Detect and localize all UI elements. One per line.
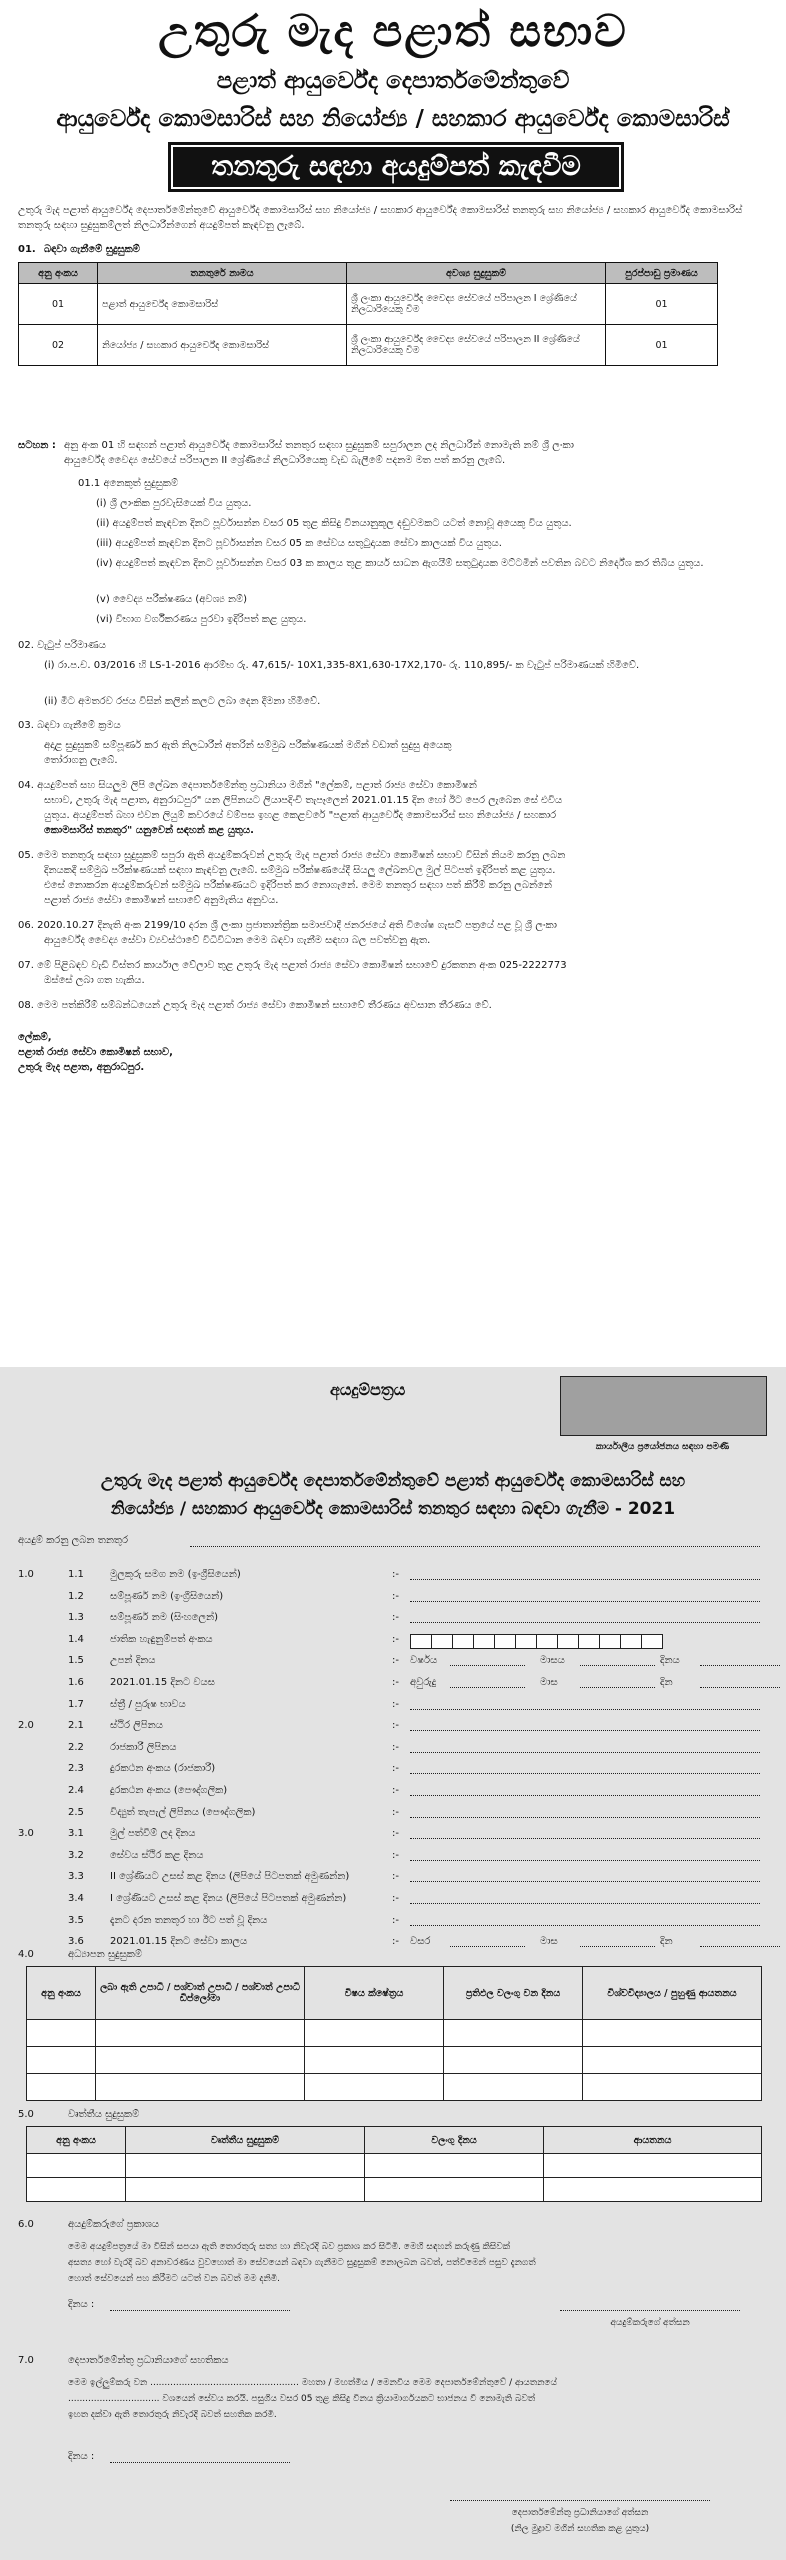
cert-label: දෙපාර්තමේන්තු ප්‍රධානියාගේ සහතිකය [68, 2355, 229, 2366]
nic-digit-box[interactable] [452, 1634, 474, 1649]
table-cell[interactable] [305, 2020, 444, 2047]
decl-sec: 6.0 [18, 2219, 34, 2230]
form-heading-1: උතුරු මැද පළාත් ආයුර්වේද දෙපාර්තමේන්තුවේ පළාත් ආයුර්වේද කොමසාරිස් සහ [100, 1471, 686, 1491]
cert-sign-label: දෙපාර්තමේන්තු ප්‍රධානියාගේ අත්සන [511, 2508, 649, 2518]
field-colon: :- [392, 1612, 399, 1623]
table-cell[interactable] [305, 2074, 444, 2101]
table-row[interactable] [27, 2074, 762, 2101]
field-input[interactable] [410, 1838, 760, 1839]
date-part-field[interactable] [450, 1687, 525, 1688]
intro-line-2: තනතුරු සඳහා සුදුසුකම්ලත් නිලධාරීන්ගෙන් අයදුම්පත් කැඳවනු ලැබේ. [18, 220, 305, 231]
table-cell[interactable] [365, 2178, 544, 2202]
field-label: මුලකුරු සමග නම (ඉංග්‍රීසියෙන්) [110, 1569, 241, 1580]
table-cell: නියෝජ්‍ය / සහකාර ආයුර්වේද කොමසාරිස් [98, 325, 347, 366]
field-colon: :- [392, 1720, 399, 1731]
table-row[interactable] [27, 2020, 762, 2047]
department-title: පළාත් ආයුර්වේද දෙපාර්තමේන්තුවේ [216, 68, 570, 94]
edu-label: අධ්‍යාපන සුදුසුකම් [68, 1949, 143, 1960]
note-label: සටහන : [18, 440, 56, 451]
table-row[interactable] [27, 2178, 762, 2202]
field-label: සම්පූර්ණ නම (ඉංග්‍රීසියෙන්) [110, 1591, 224, 1602]
salary-line-1: (i) රා.ප.ච. 03/2016 හි LS-1-2016 ආරම්භ රු. 47,615/- 10X1,335-8X1,630-17X2,170- රු. 110,895/- ක වැටුප් පරිමාණයක් හිමිවේ. [44, 660, 640, 671]
sec05-line-1: 05. මෙම තනතුරු සඳහා සුදුසුකම් සපුරා ඇති අයදුම්කරුවන් උතුරු මැද පළාත් රාජ්‍ය සේවා කොමිෂන් සභාව විසින් නියම කරනු ලබන [18, 850, 566, 861]
nic-digit-box[interactable] [431, 1634, 453, 1649]
decl-sign-label: අයදුම්කරුගේ අත්සන [610, 2318, 690, 2328]
salary-line-2: (ii) මීට අමතරව රජය විසින් කලින් කලට ලබා දෙන දීමනා හිමිවේ. [44, 696, 321, 707]
field-colon: :- [392, 1807, 399, 1818]
signature-line-3: උතුරු මැද පළාත, අනුරාධපුර. [18, 1062, 145, 1073]
intro-line-1: උතුරු මැද පළාත් ආයුර්වේද දෙපාර්තමේන්තුවේ ආයුර්වේද කොමසාරිස් සහ නියෝජ්‍ය / සහකාර ආයුර්වේද කොමසාරිස් තනතුරු සහ නියෝජ්‍ය / සහකාර ආයුර්වේද කොමසාරිස් [18, 205, 743, 216]
method-line-1: අදාළ සුදුසුකම් සම්පූර්ණ කර ඇති නිලධාරීන් අතරින් සම්මුඛ පරීක්ෂණයක් මගින් වඩාත් සුදුසු අයෙකු [44, 740, 452, 751]
field-input[interactable] [410, 1817, 760, 1818]
field-colon: :- [392, 1915, 399, 1926]
qual-item: (i) ශ්‍රී ලාංකික පුරවැසියෙක් විය යුතුය. [96, 498, 252, 509]
nic-digit-box[interactable] [515, 1634, 537, 1649]
field-colon: :- [392, 1893, 399, 1904]
sec04-line-4: කොමසාරිස් තනතුර" යනුවෙන් සඳහන් කළ යුතුය. [44, 825, 254, 836]
table-cell[interactable] [27, 2178, 126, 2202]
qual-item: (vi) විභාග වර්ගීකරණය පුරවා ඉදිරිපත් කළ යුතුය. [96, 614, 307, 625]
nic-digit-box[interactable] [557, 1634, 579, 1649]
office-use-box [560, 1376, 767, 1436]
date-part-label: දින [660, 1677, 673, 1688]
field-input[interactable] [410, 1903, 760, 1904]
date-part-label: වර්ෂය [410, 1655, 438, 1666]
field-number: 1.7 [68, 1699, 84, 1710]
field-number: 1.1 [68, 1569, 84, 1580]
nic-digit-box[interactable] [641, 1634, 663, 1649]
date-part-field[interactable] [700, 1946, 780, 1947]
vacancy-header-qual: අවශ්‍ය සුදුසුකම් [347, 263, 606, 284]
exp-header: වෘත්තීය සුදුසුකම් [126, 2127, 365, 2154]
field-number: 1.3 [68, 1612, 84, 1623]
table-cell: 01 [606, 325, 718, 366]
method-line-2: තෝරාගනු ලැබේ. [44, 755, 118, 766]
cert-seal-note: (නිල මුද්‍රාව මගින් සහතික කළ යුතුය) [510, 2524, 650, 2534]
field-input[interactable] [410, 1752, 760, 1753]
field-colon: :- [392, 1742, 399, 1753]
nic-digit-box[interactable] [410, 1634, 432, 1649]
edu-header: ප්‍රතිඵල වලංගු වන දිනය [444, 1967, 583, 2020]
table-row [19, 284, 718, 325]
table-cell[interactable] [444, 2020, 583, 2047]
field-number: 3.5 [68, 1915, 84, 1926]
date-part-field[interactable] [580, 1946, 655, 1947]
table-cell[interactable] [544, 2178, 762, 2202]
field-label: 2021.01.15 දිනට වයස [110, 1677, 215, 1688]
field-section-number: 3.0 [18, 1828, 34, 1839]
banner-text: තනතුරු සඳහා අයදුම්පත් කැඳවීම [211, 151, 581, 182]
exp-header: අනු අංකය [27, 2127, 126, 2154]
exp-label: වෘත්තීය සුදුසුකම් [68, 2109, 140, 2120]
office-use-label: කාර්යාලීය ප්‍රයෝජනය සඳහා පමණි [595, 1442, 730, 1452]
decl-label: අයදුම්කරුගේ ප්‍රකාශය [68, 2219, 160, 2230]
field-label: ජාතික හැඳුනුම්පත් අංකය [110, 1634, 213, 1645]
form-title: අයදුම්පත්‍රය [330, 1380, 406, 1399]
nic-digit-box[interactable] [599, 1634, 621, 1649]
decl-line-2: අසත්‍ය හෝ වැරදි බව අනාවරණය වුවහොත් මා සේවයෙන් බඳවා ගැනීමට සුදුසුකම් නොලබන බවත්, පත්වීමෙන් පසුව දැනගත් [68, 2258, 536, 2268]
qual-item: (ii) අයදුම්පත් කැඳවන දිනට පූර්වාසන්න වසර 05 තුළ කිසිදු විනයානුකූල දඬුවමකට යටත් නොවූ අයෙකු විය යුතුය. [96, 518, 572, 529]
field-colon: :- [392, 1763, 399, 1774]
field-colon: :- [392, 1828, 399, 1839]
council-title: උතුරු මැද පළාත් සභාව [158, 6, 628, 57]
date-part-field[interactable] [450, 1946, 525, 1947]
field-label: රාජකාරී ලිපිනය [110, 1742, 177, 1753]
nic-digit-box[interactable] [578, 1634, 600, 1649]
field-colon: :- [392, 1655, 399, 1666]
section-01-label: බඳවා ගැනීමේ සුදුසුකම් [44, 244, 140, 255]
exp-sec: 5.0 [18, 2109, 34, 2120]
table-row[interactable] [27, 2154, 762, 2178]
exp-header: ආයතනය [544, 2127, 762, 2154]
field-number: 1.2 [68, 1591, 84, 1602]
signature-line-1: ලේකම්, [18, 1032, 52, 1043]
field-input[interactable] [410, 1709, 760, 1710]
field-section-number: 2.0 [18, 1720, 34, 1731]
sec04-line-2: සභාව, උතුරු මැද පළාත, අනුරාධපුර" යන ලිපිනයට ලියාපදිංචි තැපෑලෙන් 2021.01.15 දින හෝ ඊට පෙර ලැබෙන සේ එවිය [44, 795, 563, 806]
applied-post-field[interactable] [190, 1546, 760, 1547]
field-colon: :- [392, 1634, 399, 1645]
field-number: 3.1 [68, 1828, 84, 1839]
form-heading-2: නියෝජ්‍ය / සහකාර ආයුර්වේද කොමසාරිස් තනතුර සඳහා බඳවා ගැනීම - 2021 [110, 1499, 676, 1519]
education-table [26, 1966, 762, 2101]
cert-sign-field[interactable] [450, 2500, 710, 2501]
date-part-field[interactable] [580, 1665, 655, 1666]
nic-digit-box[interactable] [536, 1634, 558, 1649]
date-part-field[interactable] [580, 1687, 655, 1688]
field-label: 2021.01.15 දිනට සේවා කාලය [110, 1936, 248, 1947]
field-number: 3.2 [68, 1850, 84, 1861]
sec05-line-2: දිනයකදී සම්මුඛ පරීක්ෂණයක් සඳහා කැඳවනු ලැබේ. සම්මුඛ පරීක්ෂණයේදී සියලු ලේඛනවල මුල් පිටපත් ඉදිරිපත් කළ යුතුය. [44, 865, 556, 876]
field-number: 2.4 [68, 1785, 84, 1796]
cert-line-2: ................................ වශයෙන් සේවය කරයි. පසුගිය වසර 05 තුළ කිසිදු විනය ක්‍රියාමාර්ගයකට භාජනය වී නොමැති බවත් [68, 2394, 536, 2404]
field-input[interactable] [410, 1579, 760, 1580]
date-part-label: මාස [540, 1677, 558, 1688]
field-number: 2.1 [68, 1720, 84, 1731]
date-part-label: දින [660, 1936, 673, 1947]
date-part-label: අවුරුදු [410, 1677, 437, 1688]
date-part-label: වසර [410, 1936, 431, 1947]
table-cell: ශ්‍රී ලංකා ආයුර්වේද වෛද්‍ය සේවයේ පරිපාලන I ශ්‍රේණියේ නිලධාරියෙකු වීම [347, 284, 606, 325]
table-cell[interactable] [96, 2047, 305, 2074]
qual-item: (iii) අයදුම්පත් කැඳවන දිනට පූර්වාසන්න වසර 05 ක සේවය සතුටුදායක සේවා කාලයක් විය යුතුය. [96, 538, 502, 549]
cert-date-label: දිනය : [68, 2451, 95, 2462]
section-03-head: 03. බඳවා ගැනීමේ ක්‍රමය [18, 720, 121, 731]
table-cell[interactable] [126, 2154, 365, 2178]
decl-line-3: හොත් සේවයෙන් පහ කිරීමට යටත් වන බවත් මම දනිමි. [68, 2274, 281, 2284]
quals-head: 01.1 අනෙකුත් සුදුසුකම් [78, 478, 179, 489]
field-colon: :- [392, 1677, 399, 1688]
sec06-line-2: ආයුර්වේද වෛද්‍ය සේවා ව්‍යවස්ථාවේ විධිවිධාන මෙම බඳවා ගැනීම සඳහා බල පවත්වනු ඇත. [44, 935, 431, 946]
nic-boxes[interactable] [410, 1634, 662, 1649]
signature-line-2: පළාත් රාජ්‍ය සේවා කොමිෂන් සභාව, [18, 1047, 173, 1058]
field-input[interactable] [410, 1601, 760, 1602]
field-label: සම්පූර්ණ නම (සිංහලෙන්) [110, 1612, 219, 1623]
field-number: 1.6 [68, 1677, 84, 1688]
field-input[interactable] [410, 1773, 760, 1774]
field-colon: :- [392, 1936, 399, 1947]
date-part-field[interactable] [700, 1665, 780, 1666]
field-colon: :- [392, 1850, 399, 1861]
qual-item: (iv) අයදුම්පත් කැඳවන දිනට පූර්වාසන්න වසර 03 ක කාලය තුළ කාර්ය සාධන ඇගයීම් සතුටුදායක මට්ටමින් පවතින බවට නිර්දේශ කර තිබිය යුතුය. [96, 558, 704, 569]
vacancy-header-no: අනු අංකය [19, 263, 98, 284]
sec05-line-3: එසේ නොකරන අයදුම්කරුවන් සම්මුඛ පරීක්ෂණයට ඉදිරිපත් කර නොගැනේ. මෙම තනතුර සඳහා පත් කිරීම් කරනු ලබන්නේ [44, 880, 553, 891]
section-02-head: 02. වැටුප් පරිමාණය [18, 640, 106, 651]
table-cell[interactable] [126, 2178, 365, 2202]
field-input[interactable] [410, 1730, 760, 1731]
table-cell[interactable] [96, 2074, 305, 2101]
field-label: දැනට දරන තනතුර හා ඊට පත් වූ දිනය [110, 1915, 268, 1926]
table-cell[interactable] [27, 2020, 96, 2047]
sec07-line-1: 07. මේ පිළිබඳව වැඩි විස්තර කාර්යාල වේලාව තුළ උතුරු මැද පළාත් රාජ්‍ය සේවා කොමිෂන් සභාවේ දුරකතන අංක 025-2222773 [18, 960, 567, 971]
field-label: විද්‍යුත් තැපැල් ලිපිනය (පෞද්ගලික) [110, 1807, 256, 1818]
note-line-1: අනු අංක 01 හි සඳහන් පළාත් ආයුර්වේද කොමසාරිස් තනතුර සඳහා සුදුසුකම් සපුරාලන ලද නිලධාරීන් නොමැති නම් ශ්‍රී ලංකා [64, 440, 574, 451]
table-cell[interactable] [583, 2074, 762, 2101]
sec04-line-3: යුතුය. අයදුම්පත් බහා එවන ලියුම් කවරයේ වම්පස ඉහළ කෙළවරේ "පළාත් ආයුර්වේද කොමසාරිස් සහ නියෝජ්‍ය / සහකාර [44, 810, 557, 821]
field-input[interactable] [410, 1881, 760, 1882]
cert-line-1: මෙම ඉල්ලුම්කරු වන .................................................... මහතා / මහත්මිය / මෙනවිය මෙම දෙපාර්තමේන්තුවේ / ආයතනයේ [68, 2378, 557, 2388]
field-number: 3.4 [68, 1893, 84, 1904]
sec08-line-1: 08. මෙම පත්කිරීම් සම්බන්ධයෙන් උතුරු මැද පළාත් රාජ්‍ය සේවා කොමිෂන් සභාවේ තීරණය අවසාන තීරණය වේ. [18, 1000, 492, 1011]
date-part-label: මාසය [540, 1655, 565, 1666]
table-cell[interactable] [544, 2154, 762, 2178]
cert-date-field[interactable] [110, 2462, 290, 2463]
field-input[interactable] [410, 1925, 760, 1926]
field-number: 1.5 [68, 1655, 84, 1666]
table-cell[interactable] [27, 2047, 96, 2074]
cert-line-3: ඉහත දක්වා ඇති තොරතුරු නිවැරදි බවත් සහතික කරමි. [68, 2410, 277, 2420]
field-number: 3.6 [68, 1936, 84, 1947]
decl-date-field[interactable] [110, 2310, 290, 2311]
field-label: දුරකථන අංකය (රාජකාරී) [110, 1763, 216, 1774]
table-cell[interactable] [365, 2154, 544, 2178]
qual-item: (v) වෛද්‍ය පරීක්ෂණය (අවශ්‍ය නම්) [96, 594, 248, 605]
field-number: 2.2 [68, 1742, 84, 1753]
field-colon: :- [392, 1871, 399, 1882]
edu-sec: 4.0 [18, 1949, 34, 1960]
field-number: 3.3 [68, 1871, 84, 1882]
call-banner [168, 142, 624, 192]
edu-header: විශ්වවිද්‍යාලය / පුහුණු ආයතනය [583, 1967, 762, 2020]
field-label: සේවය ස්ථිර කළ දිනය [110, 1850, 204, 1861]
table-cell: 01 [19, 284, 98, 325]
edu-header: විෂය ක්ෂේත්‍රය [305, 1967, 444, 2020]
applied-post-label: අයදුම් කරනු ලබන තනතුර [18, 1535, 129, 1546]
field-label: ස්ත්‍රී / පුරුෂ භාවය [110, 1699, 186, 1710]
posts-subtitle: ආයුර්වේද කොමසාරිස් සහ නියෝජ්‍ය / සහකාර ආයුර්වේද කොමසාරිස් [56, 106, 730, 132]
field-input[interactable] [410, 1795, 760, 1796]
decl-sign-field[interactable] [560, 2310, 740, 2311]
vacancy-header-post: තනතුරේ නාමය [98, 263, 347, 284]
table-cell: 02 [19, 325, 98, 366]
table-cell[interactable] [583, 2020, 762, 2047]
table-cell[interactable] [27, 2154, 126, 2178]
sec06-line-1: 06. 2020.10.27 දිනැති අංක 2199/10 දරන ශ්‍රී ලංකා ප්‍රජාතාන්ත්‍රික සමාජවාදී ජනරජයේ අති විශේෂ ගැසට් පත්‍රයේ පළ වූ ශ්‍රී ලංකා [18, 920, 557, 931]
table-cell[interactable] [96, 2020, 305, 2047]
exp-header: වලංගු දිනය [365, 2127, 544, 2154]
field-colon: :- [392, 1591, 399, 1602]
professional-table [26, 2126, 762, 2202]
table-row [19, 325, 718, 366]
field-label: ස්ථිර ලිපිනය [110, 1720, 163, 1731]
edu-header: ලබා ඇති උපාධි / පශ්චාත් උපාධි / පශ්චාත් උපාධි ඩිප්ලෝමා [96, 1967, 305, 2020]
nic-digit-box[interactable] [494, 1634, 516, 1649]
table-cell[interactable] [305, 2047, 444, 2074]
field-colon: :- [392, 1699, 399, 1710]
table-cell[interactable] [27, 2074, 96, 2101]
nic-digit-box[interactable] [473, 1634, 495, 1649]
date-part-field[interactable] [450, 1665, 525, 1666]
field-label: උපන් දිනය [110, 1655, 156, 1666]
table-cell: ශ්‍රී ලංකා ආයුර්වේද වෛද්‍ය සේවයේ පරිපාලන II ශ්‍රේණියේ නිලධාරියෙකු වීම [347, 325, 606, 366]
field-colon: :- [392, 1569, 399, 1580]
sec04-line-1: 04. අයදුම්පත් සහ සියලුම ලිපි ලේඛන දෙපාර්තමේන්තු ප්‍රධානියා මගින් "ලේකම්, පළාත් රාජ්‍ය සේවා කොමිෂන් [18, 780, 477, 791]
date-part-label: මාස [540, 1936, 558, 1947]
field-section-number: 1.0 [18, 1569, 34, 1580]
table-cell[interactable] [444, 2074, 583, 2101]
table-cell: 01 [606, 284, 718, 325]
field-number: 2.5 [68, 1807, 84, 1818]
decl-line-1: මෙම අයදුම්පත්‍රයේ මා විසින් සපයා ඇති තොරතුරු සත්‍ය හා නිවැරදි බව ප්‍රකාශ කර සිටිමි. මෙහි සඳහන් කරුණු කිසිවක් [68, 2242, 511, 2252]
date-part-label: දිනය [660, 1655, 680, 1666]
table-cell[interactable] [583, 2047, 762, 2074]
decl-date-label: දිනය : [68, 2299, 95, 2310]
vacancy-table [18, 262, 718, 366]
field-label: II ශ්‍රේණියට උසස් කළ දිනය (ලිපියේ පිටපතක් අමුණන්න) [110, 1871, 350, 1882]
field-number: 2.3 [68, 1763, 84, 1774]
table-cell: පළාත් ආයුර්වේද කොමසාරිස් [98, 284, 347, 325]
vacancy-header-count: පුරප්පාඩු ප්‍රමාණය [606, 263, 718, 284]
table-row[interactable] [27, 2047, 762, 2074]
sec05-line-4: පළාත් රාජ්‍ය සේවා කොමිෂන් සභාවේ අනුමැතිය අනුවය. [44, 895, 279, 906]
field-label: I ශ්‍රේණියට උසස් කළ දිනය (ලිපියේ පිටපතක් අමුණන්න) [110, 1893, 347, 1904]
nic-digit-box[interactable] [620, 1634, 642, 1649]
date-part-field[interactable] [700, 1687, 780, 1688]
table-cell[interactable] [444, 2047, 583, 2074]
field-input[interactable] [410, 1860, 760, 1861]
edu-header: අනු අංකය [27, 1967, 96, 2020]
field-input[interactable] [410, 1622, 760, 1623]
field-label: මුල් පත්වීම් ලද දිනය [110, 1828, 196, 1839]
field-label: දුරකථන අංකය (පෞද්ගලික) [110, 1785, 228, 1796]
cert-sec: 7.0 [18, 2355, 34, 2366]
section-01-num: 01. [18, 244, 36, 255]
note-line-2: ආයුර්වේද වෛද්‍ය සේවයේ පරිපාලන II ශ්‍රේණියේ නිලධාරියෙකු වැඩ බැලීමේ පදනම මත පත් කරනු ලැබේ. [64, 455, 506, 466]
sec07-line-2: ඔස්සේ ලබා ගත හැකිය. [44, 975, 145, 986]
field-colon: :- [392, 1785, 399, 1796]
field-number: 1.4 [68, 1634, 84, 1645]
